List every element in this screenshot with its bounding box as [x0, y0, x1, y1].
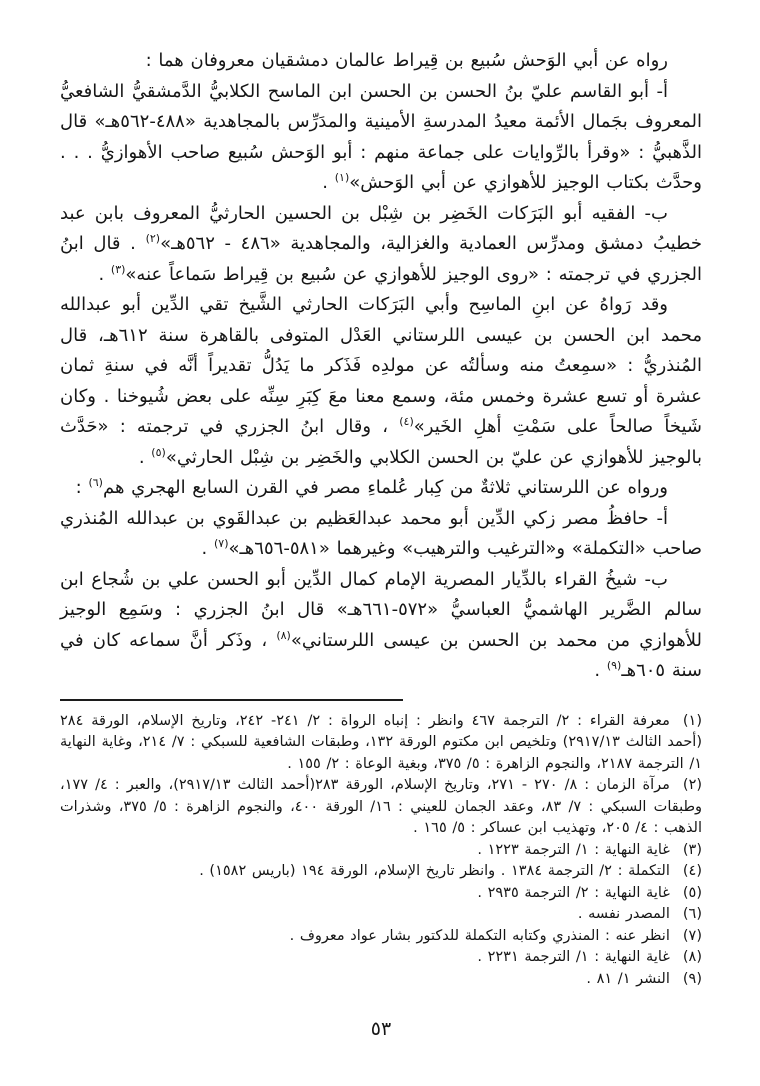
footnote-text: النشر ١/ ٨١ .	[586, 970, 670, 987]
footnote-ref: (١)	[334, 171, 350, 184]
main-text-block	[60, 46, 702, 687]
paragraph: ورواه عن اللرستاني ثلاثةٌ من كِبار عُلماءِ مصر في القرن السابع الهجري هم$^{(٦)}$ :	[75, 476, 668, 498]
footnote-text: غاية النهاية : ٢/ الترجمة ٢٩٣٥ .	[477, 884, 670, 901]
footnote-text: المصدر نفسه .	[577, 906, 670, 922]
footnote-marker: (٧)	[682, 927, 702, 944]
paragraph: ب- شيخُ القراء بالدِّيار المصرية الإمام كمال الدِّين أبو الحسن علي بن شُجاع ابن سالم الضَّرير الهاشميُّ العباسيُّ «٥٧٢-٦٦١هـ» قال ابنُ الجزري : وسَمِع الوجيز للأهوازي من محمد بن الحسن بن عيسى اللرستاني»$^{(٨)}$ ، وذَكر أنَّ سماعه كان في سنة ٦٠٥هـ$^{(٩)}$ .	[60, 568, 703, 681]
footnote-marker: (٥)	[682, 884, 702, 901]
footnote-ref: (٦)	[88, 476, 103, 489]
footnote-ref: (٢)	[145, 232, 161, 245]
footnote-item	[60, 947, 702, 969]
footnote-marker: (٨)	[682, 949, 702, 965]
footnote-text: انظر عنه : المنذري وكتابه التكملة للدكتور بشار عواد معروف .	[289, 927, 670, 944]
footnote-ref: (٤)	[399, 415, 414, 428]
footnote-item	[60, 883, 702, 905]
footnote-marker: (٣)	[682, 841, 702, 858]
footnote-separator	[60, 699, 403, 701]
footnote-text: معرفة القراء : ٢/ الترجمة ٤٦٧ وانظر : إنباه الرواة : ٢/ ٢٤١- ٢٤٢، وتاريخ الإسلام، الورقة ٢٨٤ (أحمد الثالث ٢٩١٧/١٣) وتلخيص ابن مكتوم الورقة ١٣٢، وطبقات الشافعية للسبكي : ٧/ ٢١٤، وغاية النهاية ١/ الترجمة ٢١٨٧، والنجوم الزاهرة : ٥/ ٣٧٥، وبغية الوعاة : ٢/ ١٥٥ .	[60, 712, 702, 772]
footnote-ref: (٧)	[214, 537, 229, 550]
footnote-marker: (٦)	[682, 906, 702, 922]
footnote-ref: (٩)	[606, 659, 622, 672]
footnote-item	[60, 711, 702, 776]
paragraph: أ- حافظُ مصر زكي الدِّين أبو محمد عبدالعَظيم بن عبدالقَوي بن عبدالله المُنذري صاحب «التكملة» و«الترغيب والترهيب» وغيرهما «٥٨١-٦٥٦هـ»$^{(٧)}$ .	[60, 507, 702, 559]
footnote-marker: (١)	[682, 712, 703, 729]
footnote-marker: (٤)	[682, 863, 702, 879]
footnote-ref: (٥)	[151, 445, 166, 459]
footnote-item	[60, 775, 702, 840]
footnote-item	[60, 840, 702, 862]
page-number: ٥٣	[370, 1018, 392, 1040]
footnote-ref: (٣)	[110, 262, 126, 276]
paragraph: رواه عن أبي الوَحش سُبيع بن قِيراط عالمان دمشقيان معروفان هما :	[145, 50, 668, 71]
paragraph: ب- الفقيه أبو البَرَكات الخَضِر بن شِبْل بن الحسين الحارثيُّ المعروف بابن عبد خطيبُ دمشق ومدرِّس العمادية والغزالية، والمجاهدية «٤٨٦ - ٥٦٢هـ»$^{(٢)}$ . قال ابنُ الجزري في ترجمته : «روى الوجيز للأهوازي عن سُبيع بن قِيراط سَماعاً عنه»$^{(٣)}$ .	[60, 202, 702, 285]
footnote-item	[60, 904, 702, 926]
footnote-ref: (٨)	[276, 628, 291, 642]
footnote-item	[60, 969, 702, 991]
footnote-item	[60, 861, 702, 883]
footnote-text: التكملة : ٢/ الترجمة ١٣٨٤ . وانظر تاريخ الإسلام، الورقة ١٩٤ (باريس ١٥٨٢) .	[199, 863, 670, 879]
paragraph: أ- أبو القاسم عليّ بنُ الحسن بن الحسن ابن الماسح الكلابيُّ الدَّمشقيُّ الشافعيُّ المعروف بجَمال الأئمة معيدُ المدرسةِ الأمينية والمدَرِّس بالمجاهدية «٤٨٨-٥٦٢هـ» قال الذَّهبيُّ : «وقرأ بالرِّوايات على جماعة منهم : أبو الوَحش سُبيع صاحب الأهوازيُّ . . . وحدَّث بكتاب الوجيز للأهوازي عن أبي الوَحش»$^{(١)}$ .	[60, 80, 702, 193]
footnote-text: غاية النهاية : ١/ الترجمة ١٢٢٣ .	[477, 841, 670, 858]
paragraph: وقد رَواهُ عن ابنِ الماسِح وأبي البَرَكات الحارثي الشَّيخ تقي الدِّين أبو عبدالله محمد ابن الحسن بن عيسى اللرستاني العَدْل المتوفى بالقاهرة سنة ٦١٢هـ، قال المُنذريُّ : «سمِعتُ منه وسألتُه عن مولدِه فَذَكر ما يَدُلُّ تقديراً أنَّه في سنةِ ثمان عشرة أو تسع عشرة وخمس مئة، وسمع معنا معَ كِبَرِ سِنِّه على بعض شُيوخنا . وكان شَيخاً صالحاً على سَمْتِ أهلِ الخَير»$^{(٤)}$ ، وقال ابنُ الجزري في ترجمته : «حَدَّث بالوجيز للأهوازي عن عليّ بن الحسن الكلابي والخَضِر بن شِبْل الحارثي»$^{(٥)}$ .	[60, 294, 702, 468]
footnote-text: غاية النهاية : ١/ الترجمة ٢٢٣١ .	[477, 949, 670, 965]
footnotes-block	[60, 711, 702, 991]
footnote-text: مرآة الزمان : ٨/ ٢٧٠ - ٢٧١، وتاريخ الإسلام، الورقة ٢٨٣(أحمد الثالث ٢٩١٧/١٣)، والعبر : ٤/ ١٧٧، وطبقات السبكي : ٧/ ٨٣، وعقد الجمان للعيني : ١٦/ الورقة ٤٠٠، والنجوم الزاهرة : ٥/ ٣٧٥، وشذرات الذهب : ٤/ ٢٠٥، وتهذيب ابن عساكر : ٥/ ١٦٥ .	[60, 777, 703, 836]
footnote-marker: (٩)	[682, 970, 702, 987]
footnote-marker: (٢)	[682, 777, 703, 793]
footnote-item	[60, 926, 702, 948]
